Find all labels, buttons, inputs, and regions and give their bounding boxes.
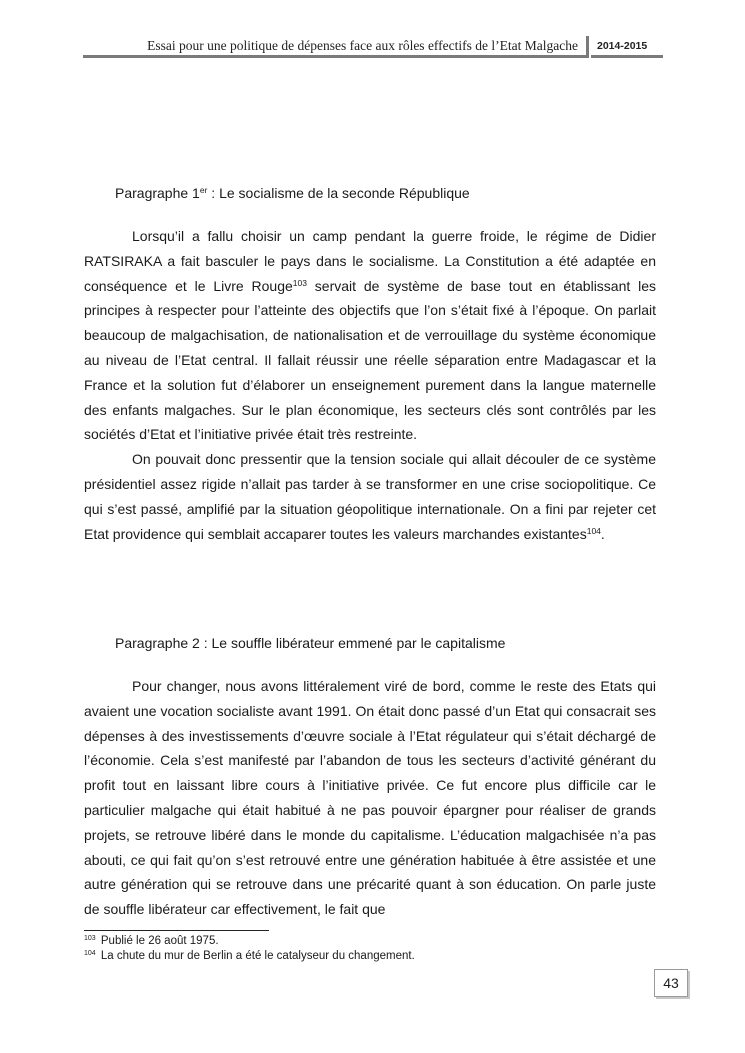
section1-paragraph-1 (84, 224, 656, 447)
section1-heading-sup: er (199, 185, 208, 195)
section1-p2-text-b: . (600, 525, 605, 542)
section1-heading-rest: : Le socialisme de la seconde République (207, 185, 470, 201)
section2-paragraph-1: Pour changer, nous avons littéralement viré de bord, comme le reste des Etats qui avaient une vocation socialiste avant 1991. On était donc passé d’un Etat qui consacrait ses dépenses à des investissements d’œuvre sociale à l’Etat régulateur qui s’était déchargé de l’économie. Cela s’est manifesté par l’abandon de tous les secteurs d’activité générant du profit tout en laissant libre cours à l’initiative privée. Ce fut encore plus difficile car le particulier malgache qui était habitué à ne pas pouvoir épargner pour réaliser de grands projets, se retrouve libéré dans le monde du capitalisme. L’éducation malgachisée n’a pas abouti, ce qui fait qu’on s’est retrouvé entre une génération habituée à être assistée et une autre génération qui se retrouve dans une précarité quant à son éducation. On parle juste de souffle libérateur car effectivement, le fait que (84, 678, 656, 918)
section1-heading-prefix: Paragraphe 1 (115, 185, 200, 201)
footnote-ref-104: 104 (586, 525, 601, 536)
header-year: 2014-2015 (597, 40, 648, 52)
footnote-separator (84, 930, 269, 931)
footnote-text: Publié le 26 août 1975. (97, 935, 219, 947)
section2-heading: Paragraphe 2 : Le souffle libérateur emmené par le capitalisme (115, 635, 506, 651)
footnote-104 (84, 949, 415, 964)
section1-body (84, 224, 656, 546)
section1-heading (115, 185, 470, 201)
section1-p1-text-a: Lorsqu’il a fallu choisir un camp pendant la guerre froide, le régime de Didier RATSIRAKA a fait basculer le pays dans le socialisme. La Constitution a été adaptée en conséquence et le Livre Rouge (84, 228, 656, 294)
header-title: Essai pour une politique de dépenses face aux rôles effectifs de l’Etat Malgache (147, 38, 578, 53)
section1-paragraph-2 (84, 447, 656, 546)
header-title-frame (83, 36, 589, 58)
section1-p1-text-b: servait de système de base tout en établissant les principes à respecter pour l’atteinte des objectifs que l’on s’était fixé à l’époque. On parlait beaucoup de malgachisation, de nationalisation et de verrouillage du système économique au niveau de l’Etat central. Il fallait réussir une réelle séparation entre Madagascar et la France et la solution fut d’élaborer un enseignement purement dans la langue maternelle des enfants malgaches. Sur le plan économique, les secteurs clés sont contrôlés par les sociétés d’Etat et l’initiative privée était très restreinte. (84, 277, 656, 443)
header-year-underline (591, 55, 663, 58)
footnote-ref-103: 103 (292, 277, 307, 288)
section1-p2-text-a: On pouvait donc pressentir que la tension sociale qui allait découler de ce système présidentiel assez rigide n’allait pas tarder à se transformer en une crise sociopolitique. Ce qui s’est passé, amplifié par la situation géopolitique internationale. On a fini par rejeter cet Etat providence qui semblait accaparer toutes les valeurs marchandes existantes (84, 451, 656, 542)
footnotes (84, 934, 415, 963)
page-number: 43 (654, 969, 688, 997)
footnote-number: 104 (84, 949, 96, 957)
footnote-103 (84, 934, 415, 949)
page-header (83, 36, 663, 62)
footnote-text: La chute du mur de Berlin a été le catalyseur du changement. (97, 949, 415, 962)
footnote-number: 103 (84, 935, 96, 942)
section2-body (84, 674, 656, 922)
